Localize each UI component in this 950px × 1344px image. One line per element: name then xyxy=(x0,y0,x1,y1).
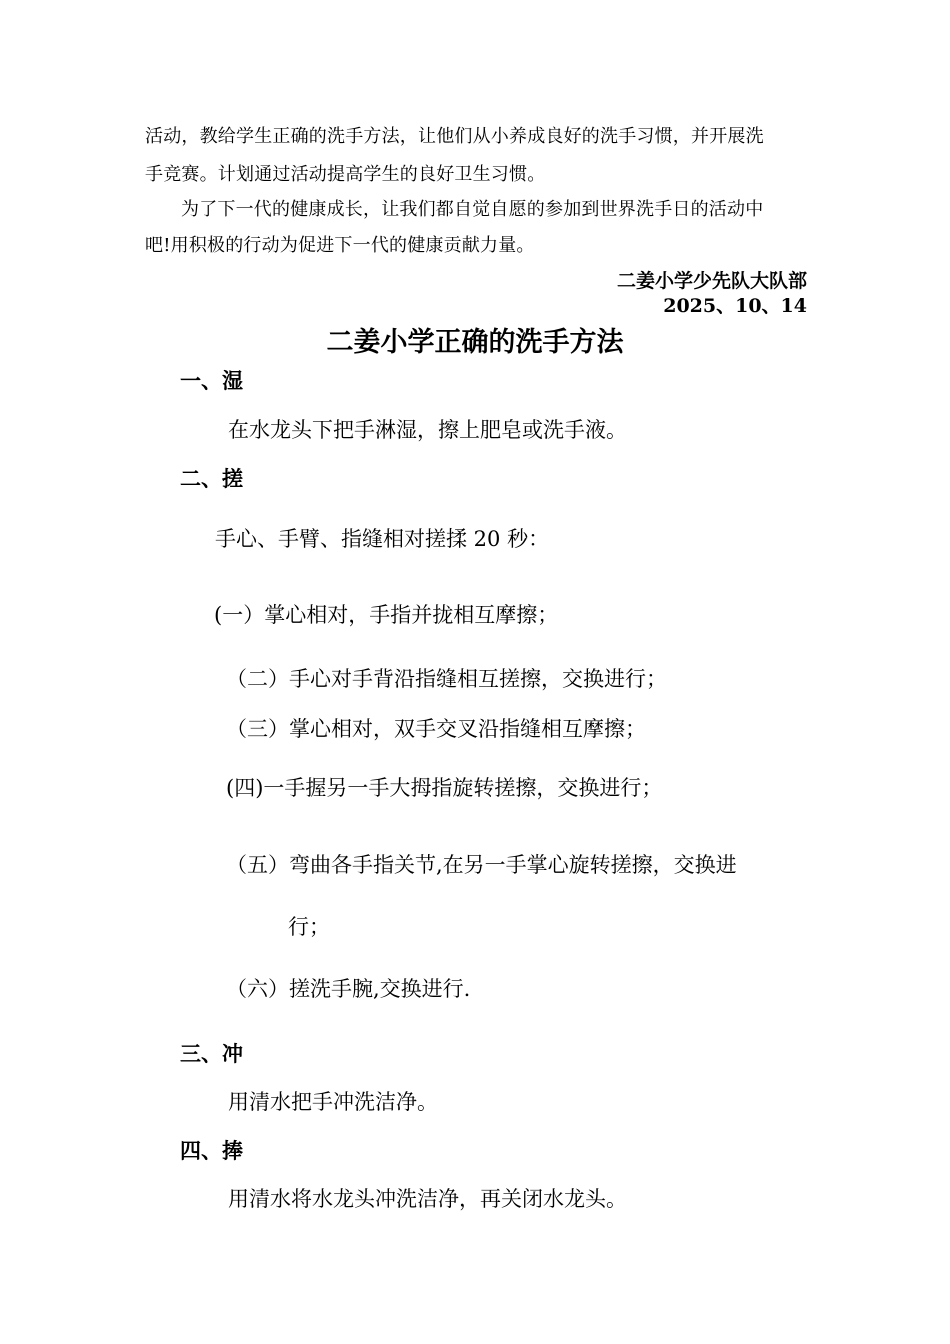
section-text-3: 用清水把手冲洗洁净。 xyxy=(228,1090,438,1114)
section-intro-2: 手心、手臂、指缝相对搓揉 20 秒： xyxy=(215,527,550,551)
intro-line-1: 活动，教给学生正确的洗手方法，让他们从小养成良好的洗手习惯，并开展洗 xyxy=(145,126,764,147)
step-4: (四)一手握另一手大拇指旋转搓擦，交换进行； xyxy=(226,776,663,800)
step-6: （六）搓洗手腕,交换进行. xyxy=(226,977,471,1001)
step-1: (一）掌心相对，手指并拢相互摩擦； xyxy=(214,603,559,627)
section-heading-1: 一、湿 xyxy=(180,368,243,393)
signature-org: 二姜小学少先队大队部 xyxy=(616,270,807,292)
section-text-1: 在水龙头下把手淋湿，擦上肥皂或洗手液。 xyxy=(228,418,627,442)
section-heading-3: 三、冲 xyxy=(180,1041,243,1066)
signature-date: 2025、10、14 xyxy=(663,295,807,317)
section-heading-2: 二、搓 xyxy=(180,466,243,491)
section-text-4: 用清水将水龙头冲洗洁净，再关闭水龙头。 xyxy=(228,1187,627,1211)
step-5-continued: 行； xyxy=(288,915,330,939)
intro-line-3: 为了下一代的健康成长，让我们都自觉自愿的参加到世界洗手日的活动中 xyxy=(181,199,764,220)
step-2: （二）手心对手背沿指缝相互搓擦，交换进行； xyxy=(226,667,667,691)
intro-line-4: 吧!用积极的行动为促进下一代的健康贡献力量。 xyxy=(145,235,535,256)
step-3: （三）掌心相对，双手交叉沿指缝相互摩擦； xyxy=(226,717,646,741)
document-title: 二姜小学正确的洗手方法 xyxy=(326,327,624,358)
intro-line-2: 手竞赛。计划通过活动提高学生的良好卫生习惯。 xyxy=(145,164,546,185)
section-heading-4: 四、捧 xyxy=(180,1138,243,1163)
step-5: （五）弯曲各手指关节,在另一手掌心旋转搓擦，交换进 xyxy=(226,853,737,877)
